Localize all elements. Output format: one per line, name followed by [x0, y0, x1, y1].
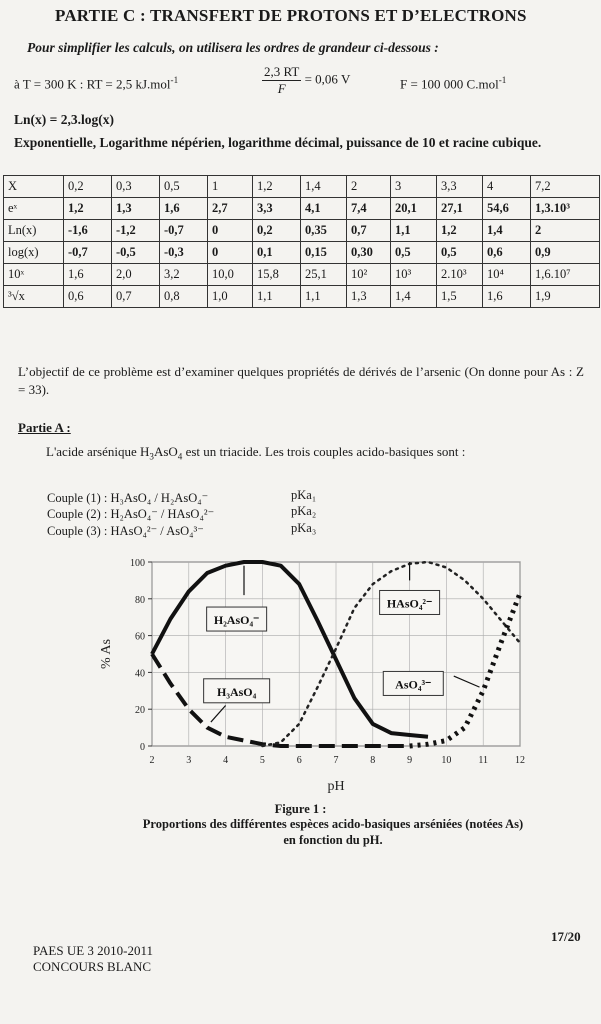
table-row [4, 242, 600, 264]
intro-text: Pour simplifier les calculs, on utilisera les ordres de grandeur ci-dessous : [27, 40, 439, 55]
table-cell: -0,5 [112, 242, 160, 264]
table-cell: 3,3 [437, 176, 483, 198]
page-number: 17/20 [551, 929, 581, 944]
table-cell: -0,7 [160, 220, 208, 242]
ln-relation: Ln(x) = 2,3.log(x) [14, 112, 114, 127]
table-cell: 1,6 [64, 264, 112, 286]
table-cell: 1,3 [112, 198, 160, 220]
table-cell: 0,7 [347, 220, 391, 242]
table-row [4, 176, 600, 198]
pka-2: pKa₂ [291, 504, 317, 518]
table-cell: 0,35 [301, 220, 347, 242]
objective-text: L’objectif de ce problème est d’examiner quelques propriétés de dérivés de l’arsenic (On donne pour As : Z = 33). [18, 364, 584, 397]
table-cell: 1,2 [64, 198, 112, 220]
table-cell: -0,3 [160, 242, 208, 264]
table-cell: 10³ [391, 264, 437, 286]
table-row [4, 220, 600, 242]
table-cell: 1,6.10⁷ [531, 264, 600, 286]
table-cell: 4,1 [301, 198, 347, 220]
couple-3: Couple (3) : HAsO₄²⁻ / AsO₄³⁻ [47, 524, 204, 538]
x-tick-label: 9 [407, 755, 413, 766]
table-cell: 1,4 [483, 220, 531, 242]
table-cell: 1,0 [208, 286, 253, 308]
row-label: ³√x [4, 286, 64, 308]
species-label: H₂AsO₄⁻ [213, 613, 260, 628]
table-cell: 0,3 [112, 176, 160, 198]
part-a-heading: Partie A : [18, 420, 71, 435]
table-row [4, 264, 600, 286]
table-cell: 25,1 [301, 264, 347, 286]
table-cell: 0 [208, 220, 253, 242]
couple-2: Couple (2) : H₂AsO₄⁻ / HAsO₄²⁻ [47, 507, 215, 521]
table-cell: 1,2 [253, 176, 301, 198]
table-cell: 2,0 [112, 264, 160, 286]
table-cell: 4 [483, 176, 531, 198]
section-title: Exponentielle, Logarithme népérien, logarithme décimal, puissance de 10 et racine cubique. [14, 135, 542, 150]
table-cell: 7,2 [531, 176, 600, 198]
table-cell: 1,4 [301, 176, 347, 198]
x-tick-label: 4 [223, 755, 229, 766]
table-cell: 2 [531, 220, 600, 242]
table-cell: 3,2 [160, 264, 208, 286]
table-cell: 1,1 [253, 286, 301, 308]
table-cell: 0,2 [253, 220, 301, 242]
table-cell: 0,9 [531, 242, 600, 264]
table-cell: 0,5 [160, 176, 208, 198]
table-cell: 3,3 [253, 198, 301, 220]
table-cell: 1,3.10³ [531, 198, 600, 220]
table-row [4, 198, 600, 220]
table-cell: 3 [391, 176, 437, 198]
table-cell: -1,6 [64, 220, 112, 242]
species-label: AsO₄³⁻ [395, 677, 432, 692]
table-cell: 1,1 [301, 286, 347, 308]
table-cell: 10,0 [208, 264, 253, 286]
table-cell: 1,5 [437, 286, 483, 308]
y-tick-label: 60 [135, 631, 145, 643]
row-label: 10ˣ [4, 264, 64, 286]
y-tick-label: 20 [135, 705, 145, 717]
math-table [3, 175, 600, 308]
table-cell: 0,5 [437, 242, 483, 264]
species-label: HAsO₄²⁻ [386, 596, 433, 611]
y-axis-label: % As [99, 639, 114, 669]
table-cell: 1,9 [531, 286, 600, 308]
speciation-chart [96, 548, 536, 798]
eq-nernst: $\frac{2,3 RT}{F}$ = 0,06 V [264, 64, 351, 96]
pka-1: pKa₁ [291, 488, 317, 502]
x-tick-label: 11 [478, 755, 489, 766]
table-cell: 0,6 [483, 242, 531, 264]
figure-caption-line1: Proportions des différentes espèces acido-basiques arséniées (notées As) [142, 817, 524, 831]
x-tick-label: 2 [149, 755, 155, 766]
y-tick-label: 100 [130, 558, 145, 569]
table-cell: 1 [208, 176, 253, 198]
y-tick-label: 80 [135, 594, 145, 606]
table-cell: 1,6 [483, 286, 531, 308]
table-cell: 1,1 [391, 220, 437, 242]
row-label: log(x) [4, 242, 64, 264]
table-cell: 2,7 [208, 198, 253, 220]
species-label: H₃AsO₄ [217, 684, 257, 699]
table-cell: -0,7 [64, 242, 112, 264]
table-cell: 2 [347, 176, 391, 198]
table-cell: 0,2 [64, 176, 112, 198]
figure-caption-title: Figure 1 : [274, 802, 327, 816]
table-cell: 0,6 [64, 286, 112, 308]
pka-3: pKa₃ [291, 521, 317, 535]
table-cell: 15,8 [253, 264, 301, 286]
y-tick-label: 0 [140, 742, 145, 753]
table-cell: 20,1 [391, 198, 437, 220]
acid-intro: L'acide arsénique $H_3AsO_4$ est un triacide. Les trois couples acido-basiques sont : [46, 444, 466, 462]
eq-faraday: F = 100 000 C.mol$^{-1}$ [400, 75, 507, 92]
table-cell: 0,8 [160, 286, 208, 308]
table-cell: 0,5 [391, 242, 437, 264]
eq-temperature: à T = 300 K : RT = 2,5 kJ.mol$^{-1}$ [14, 75, 179, 92]
row-label: X [4, 176, 64, 198]
couple-1: Couple (1) : H₃AsO₄ / H₂AsO₄⁻ [47, 491, 209, 505]
table-cell: 1,2 [437, 220, 483, 242]
y-tick-label: 40 [135, 668, 145, 680]
footer-line-2: CONCOURS BLANC [33, 959, 152, 974]
table-cell: 2.10³ [437, 264, 483, 286]
row-label: eˣ [4, 198, 64, 220]
x-tick-label: 12 [515, 755, 525, 766]
x-tick-label: 7 [333, 755, 339, 766]
table-cell: 0,1 [253, 242, 301, 264]
x-tick-label: 10 [441, 755, 452, 766]
x-tick-label: 5 [259, 755, 265, 766]
x-axis-label: pH [327, 779, 345, 794]
table-cell: 1,6 [160, 198, 208, 220]
table-cell: 10² [347, 264, 391, 286]
table-cell: 54,6 [483, 198, 531, 220]
row-label: Ln(x) [4, 220, 64, 242]
table-cell: 27,1 [437, 198, 483, 220]
table-cell: 7,4 [347, 198, 391, 220]
x-tick-label: 6 [296, 755, 302, 766]
table-cell: 1,3 [347, 286, 391, 308]
page-title: PARTIE C : TRANSFERT DE PROTONS ET D’ELECTRONS [55, 6, 527, 25]
table-cell: -1,2 [112, 220, 160, 242]
table-cell: 0,7 [112, 286, 160, 308]
table-cell: 1,4 [391, 286, 437, 308]
figure-caption-line2: en fonction du pH. [283, 833, 383, 847]
table-row [4, 286, 600, 308]
table-cell: 10⁴ [483, 264, 531, 286]
x-tick-label: 3 [186, 755, 192, 766]
table-cell: 0,30 [347, 242, 391, 264]
table-cell: 0,15 [301, 242, 347, 264]
footer-line-1: PAES UE 3 2010-2011 [33, 943, 154, 958]
table-cell: 0 [208, 242, 253, 264]
x-tick-label: 8 [370, 755, 376, 766]
